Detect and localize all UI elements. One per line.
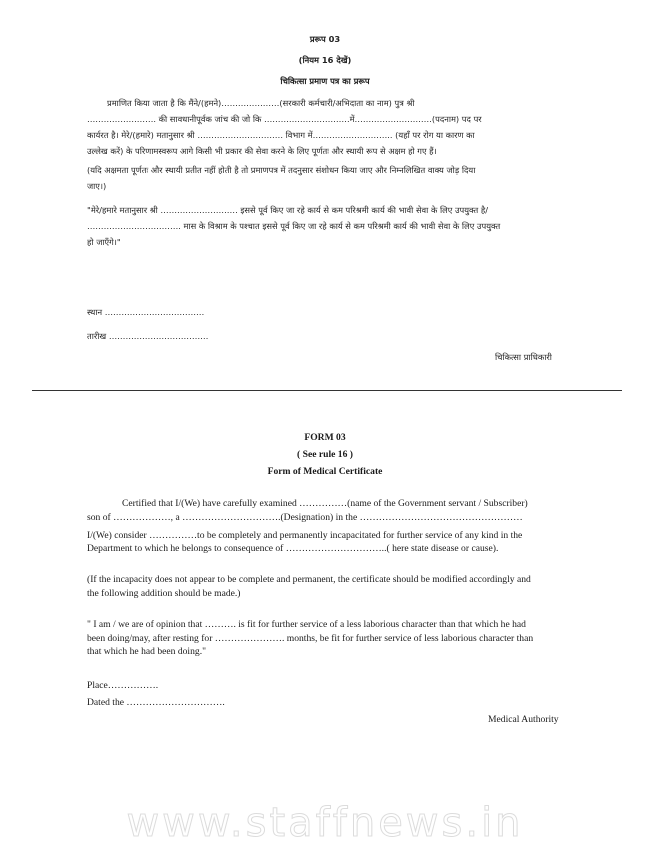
english-para3-line2: the following addition should be made.) — [87, 588, 241, 599]
watermark: www.staffnews.in — [126, 800, 524, 846]
hindi-form-number: प्ररूप 03 — [309, 34, 341, 44]
hindi-para2-line1: (यदि अक्षमता पूर्णतः और स्थायी प्रतीत नहीं होती है तो प्रमाणपत्र में तदनुसार संशोधन किया जाए और निम्नलिखित वाक्य जोड़ दिया — [87, 165, 476, 175]
english-para4-line1: " I am / we are of opinion that ………. is fit for further service of a less laborious character than that which he had — [87, 619, 526, 630]
english-title: Form of Medical Certificate — [267, 466, 383, 477]
hindi-para3-line1: "मेरे/हमारे मतानुसार श्री ………………………. इससे पूर्व किए जा रहे कार्य से कम परिश्रमी कार्य की भावी सेवा के लिए उपयुक्त है/ — [87, 205, 489, 215]
english-date-field: Dated the …………………………. — [87, 697, 225, 708]
english-para1-line2: son of ………………, a ………………………….(Designation) in the …………………………………………… — [87, 512, 523, 523]
english-para3-line1: (If the incapacity does not appear to be complete and permanent, the certificate should be modified accordingly and — [87, 574, 531, 585]
hindi-para3-line3: हो जाएँगे।" — [87, 237, 121, 247]
hindi-medical-authority: चिकित्सा प्राधिकारी — [495, 352, 552, 362]
section-divider — [32, 390, 622, 391]
hindi-para1-line1: प्रमाणित किया जाता है कि मैंने/(हमने)…………………(सरकारी कर्मचारी/अभिदाता का नाम) पुत्र श्री — [107, 98, 415, 108]
english-para1-line1: Certified that I/(We) have carefully examined ……………(name of the Government servant / Subscriber) — [122, 498, 528, 509]
hindi-para1-line3: कार्यरत है। मेरे/(हमारे) मतानुसार श्री …………………………. विभाग में……………………….. (यहाँ पर रोग या कारण का — [87, 130, 475, 140]
english-para4-line3: that which he had been doing." — [87, 646, 207, 657]
hindi-para3-line2: ……………………………. मास के विश्राम के पश्चात इससे पूर्व किए जा रहे कार्य से कम परिश्रमी कार्य की भावी सेवा के लिए उपयुक्त — [87, 221, 501, 231]
english-para2-line1: I/(We) consider ……………to be completely and permanently incapacitated for further service of any kind in the — [87, 530, 523, 541]
hindi-date-field: तारीख ……………………………… — [87, 331, 209, 341]
hindi-para1-line2: ……………………. की सावधानीपूर्वक जांच की जो कि ………………………….में……………………….(पदनाम) पद पर — [87, 114, 482, 124]
english-para4-line2: been doing/may, after resting for …………………. months, be fit for further service of less laborious character than — [87, 633, 534, 644]
hindi-para2-line2: जाए।) — [87, 181, 107, 191]
english-place-field: Place……………. — [87, 680, 159, 691]
hindi-title: चिकित्सा प्रमाण पत्र का प्ररूप — [280, 76, 370, 86]
english-rule-reference: ( See rule 16 ) — [297, 449, 353, 460]
hindi-place-field: स्थान ……………………………… — [87, 307, 205, 317]
hindi-para1-line4: उल्लेख करें) के परिणामस्वरूप आगे किसी भी प्रकार की सेवा करने के लिए पूर्णतः और स्थायी रूप से अक्षम हो गए हैं। — [87, 146, 437, 156]
hindi-rule-reference: (नियम 16 देखें) — [298, 55, 352, 65]
english-para2-line2: Department to which he belongs to consequence of …………………………..( here state disease or cause). — [87, 543, 499, 554]
english-form-number: FORM 03 — [304, 432, 346, 443]
english-medical-authority: Medical Authority — [488, 714, 559, 725]
